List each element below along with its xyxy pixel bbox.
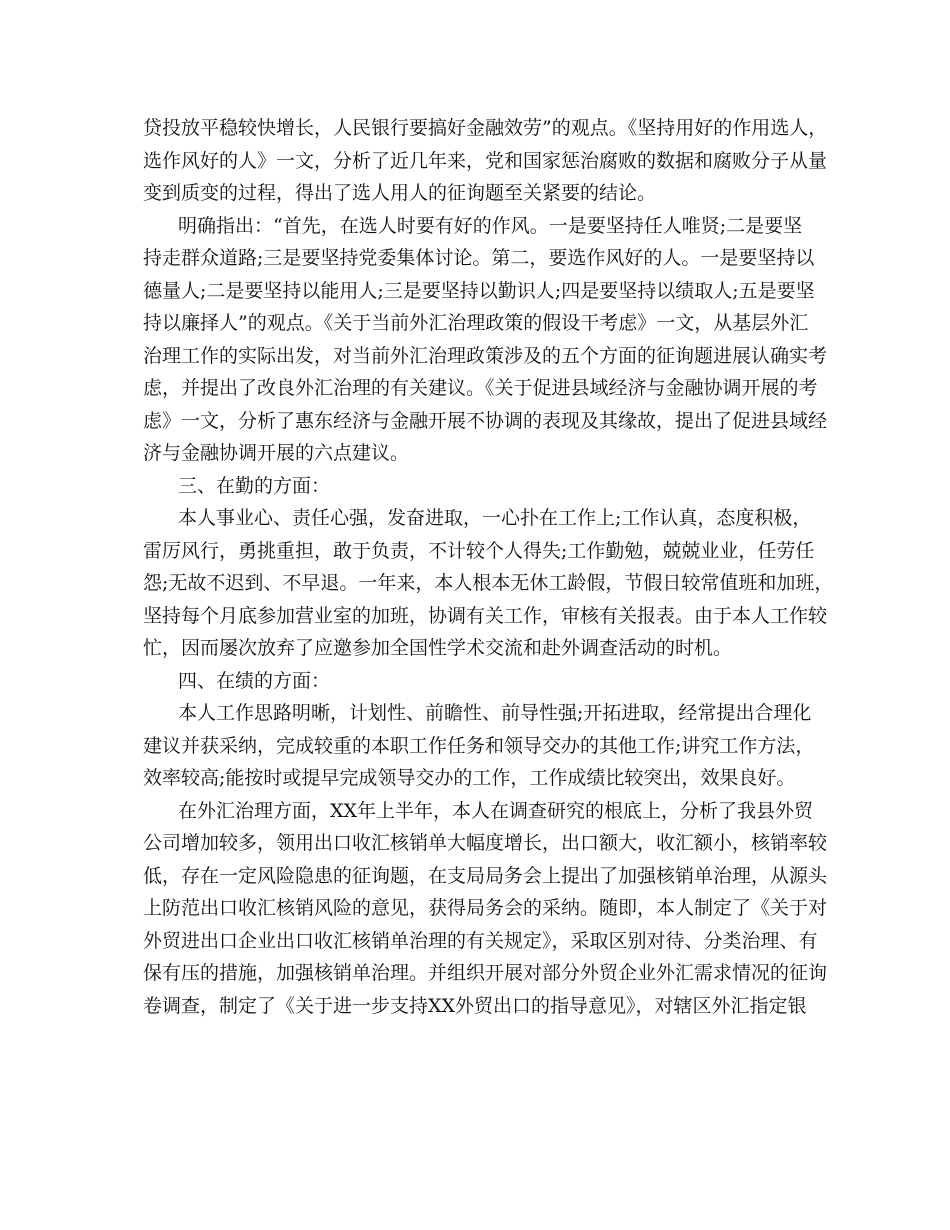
text-line: 公司增加较多，领用出口收汇核销单大幅度增长，出口额大，收汇额小，核销率较 [143, 832, 828, 854]
text-line: 忙，因而屡次放弃了应邀参加全国性学术交流和赴外调查活动的时机。 [143, 637, 733, 659]
text-line: 低，存在一定风险隐患的征询题，在支局局务会上提出了加强核销单治理，从源头 [143, 864, 828, 887]
document-body [143, 112, 843, 1022]
text-line: 在外汇治理方面，XX年上半年，本人在调查研究的根底上，分析了我县外贸 [178, 799, 814, 822]
text-line: 坚持每个月底参加营业室的加班，协调有关工作，审核有关报表。由于本人工作较 [143, 604, 828, 627]
text-line: 三、在勤的方面： [178, 474, 331, 497]
text-line: 本人工作思路明晰，计划性、前瞻性、前导性强;开拓进取，经常提出合理化 [178, 702, 812, 724]
text-line: 雷厉风行，勇挑重担，敢于负责，不计较个人得失;工作勤勉，兢兢业业，任劳任 [143, 539, 815, 562]
text-line: 德量人;二是要坚持以能用人;三是要坚持以勤识人;四是要坚持以绩取人;五是要坚 [143, 279, 815, 302]
text-line: 虑》一文，分析了惠东经济与金融开展不协调的表现及其缘故，提出了促进县域经 [143, 409, 828, 432]
text-line: 治理工作的实际出发，对当前外汇治理政策涉及的五个方面的征询题进展认确实考 [143, 344, 828, 367]
text-line: 怨;无故不迟到、不早退。一年来，本人根本无休工龄假，节假日较常值班和加班， [143, 572, 834, 594]
text-line: 四、在绩的方面： [178, 669, 331, 692]
text-line: 选作风好的人》一文，分析了近几年来，党和国家惩治腐败的数据和腐败分子从量 [143, 149, 828, 172]
text-line: 变到质变的过程，得出了选人用人的征询题至关紧要的结论。 [143, 182, 657, 204]
text-line: 虑，并提出了改良外汇治理的有关建议。《关于促进县域经济与金融协调开展的考 [143, 377, 818, 399]
text-line: 效率较高;能按时或提早完成领导交办的工作，工作成绩比较突出，效果良好。 [143, 767, 796, 789]
text-line: 本人事业心、责任心强，发奋进取，一心扑在工作上;工作认真，态度积极， [178, 507, 812, 529]
text-line: 建议并获采纳，完成较重的本职工作任务和领导交办的其他工作;讲究工作方法， [143, 734, 815, 757]
text-line: 保有压的措施，加强核销单治理。并组织开展对部分外贸企业外汇需求情况的征询 [143, 962, 828, 984]
text-line: 贷投放平稳较快增长，人民银行要搞好金融效劳”的观点。《坚持用好的作用选人， [143, 117, 828, 139]
text-line: 持以廉择人”的观点。《关于当前外汇治理政策的假设干考虑》一文，从基层外汇 [143, 312, 809, 334]
text-line: 持走群众道路;三是要坚持党委集体讨论。第二，要选作风好的人。一是要坚持以 [143, 247, 815, 269]
text-line: 外贸进出口企业出口收汇核销单治理的有关规定》，采取区别对待、分类治理、有 [143, 929, 818, 952]
text-line: 卷调查，制定了《关于进一步支持XX外贸出口的指导意见》，对辖区外汇指定银 [143, 994, 807, 1017]
text-line: 上防范出口收汇核销风险的意见，获得局务会的采纳。随即，本人制定了《关于对 [143, 897, 828, 919]
text-line: 济与金融协调开展的六点建议。 [143, 442, 410, 464]
text-line: 明确指出：“首先，在选人时要有好的作风。一是要坚持任人唯贤;二是要坚 [178, 214, 803, 237]
